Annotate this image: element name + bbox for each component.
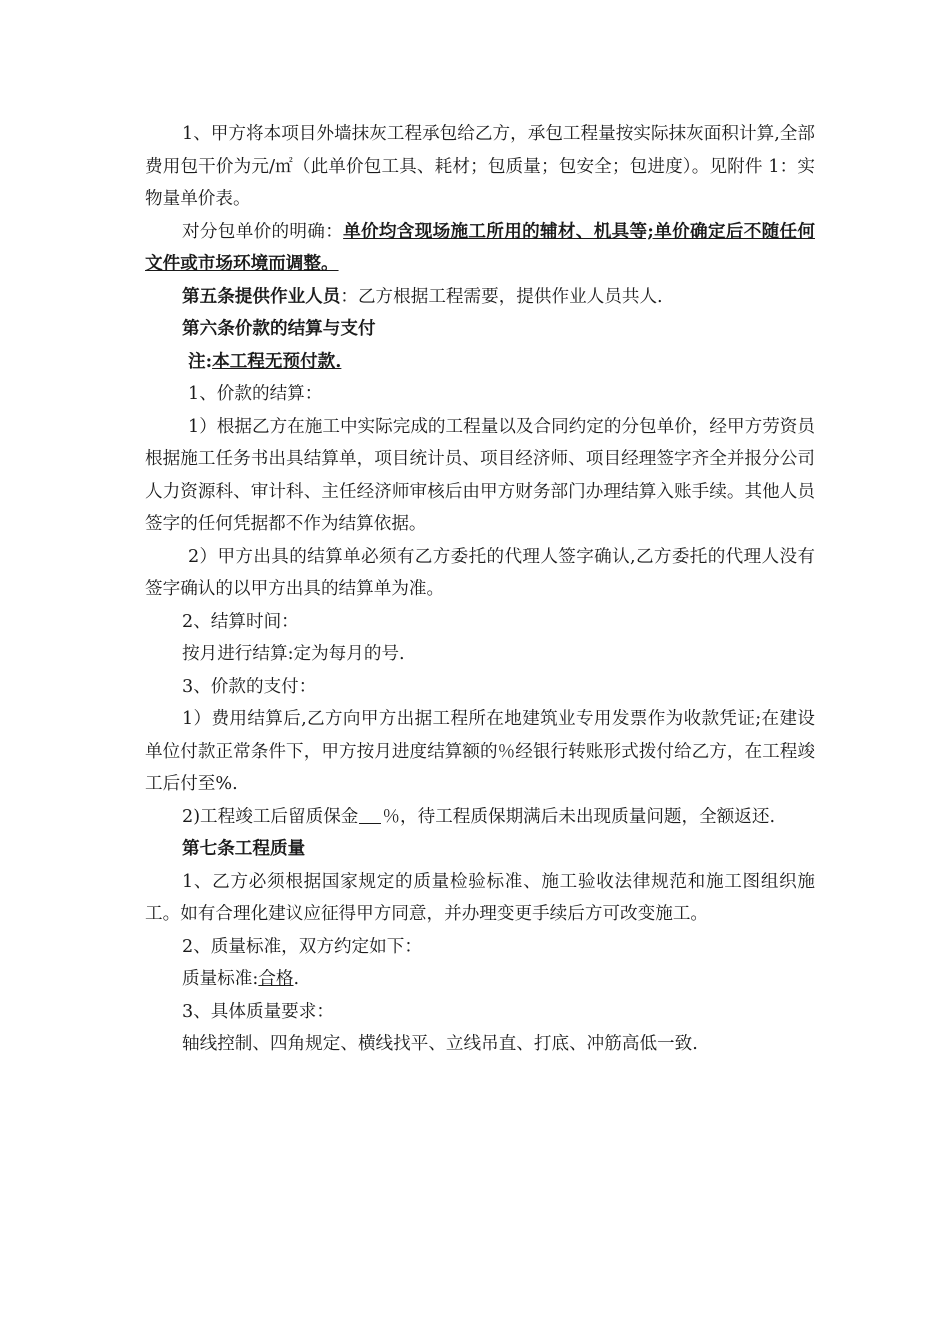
retention-blank bbox=[359, 805, 381, 824]
note-label: 注: bbox=[188, 350, 213, 372]
article-5 bbox=[145, 281, 815, 314]
article-5-title: 第五条提供作业人员 bbox=[182, 285, 341, 307]
settlement-item-1: 1）根据乙方在施工中实际完成的工程量以及合同约定的分包单价，经甲方劳资员根据施工任务书出具结算单，项目统计员、项目经济师、项目经理签字齐全并报分公司人力资源科、审计科、主任经济师审核后由甲方财务部门办理结算入账手续。其他人员签字的任何凭据都不作为结算依据。 bbox=[145, 416, 815, 534]
quality-requirements-text: 轴线控制、四角规定、横线找平、立线吊直、打底、冲筋高低一致. bbox=[182, 1034, 698, 1054]
article-6-title: 第六条价款的结算与支付 bbox=[182, 318, 376, 339]
section-settlement-title: 1、价款的结算： bbox=[188, 384, 323, 404]
quality-item-2: 2、质量标准，双方约定如下： bbox=[182, 936, 422, 957]
paragraph-unit-price bbox=[145, 216, 815, 281]
paragraph-scope: 1、甲方将本项目外墙抹灰工程承包给乙方，承包工程量按实际抹灰面积计算,全部费用包干价为元/㎡（此单价包工具、耗材；包质量；包安全；包进度）。见附件 1：实物量单价表。 bbox=[145, 124, 815, 209]
quality-standard-end: . bbox=[293, 969, 300, 989]
unit-price-emphasis: 单价均含现场施工所用的辅材、机具等;单价确定后不随任何文件或市场环境而调整。 bbox=[145, 220, 815, 274]
article-7-title: 第七条工程质量 bbox=[182, 838, 306, 859]
payment-item-1: 1）费用结算后,乙方向甲方出据工程所在地建筑业专用发票作为收款凭证;在建设单位付款正常条件下，甲方按月进度结算额的％经银行转账形式拨付给乙方，在工程竣工后付至%. bbox=[145, 709, 815, 794]
retention-rest: ％，待工程质保期满后未出现质量问题，全额返还. bbox=[382, 806, 776, 827]
article-5-text: ：乙方根据工程需要，提供作业人员共人. bbox=[340, 286, 663, 307]
quality-standard-label: 质量标准: bbox=[182, 969, 259, 989]
section-payment-title: 3、价款的支付： bbox=[182, 676, 317, 697]
quality-item-1: 1、乙方必须根据国家规定的质量检验标准、施工验收法律规范和施工图组织施工。如有合理化建议应征得甲方同意，并办理变更手续后方可改变施工。 bbox=[145, 871, 815, 924]
settlement-time-text: 按月进行结算:定为每月的号. bbox=[182, 644, 405, 664]
quality-item-3: 3、具体质量要求： bbox=[182, 1001, 334, 1022]
quality-standard-value: 合格 bbox=[258, 969, 294, 989]
note-text: 本工程无预付款. bbox=[212, 350, 342, 372]
unit-price-lead: 对分包单价的明确： bbox=[182, 221, 344, 242]
payment-item-2 bbox=[145, 801, 815, 834]
contract-body bbox=[145, 118, 815, 1061]
settlement-item-2: 2）甲方出具的结算单必须有乙方委托的代理人签字确认,乙方委托的代理人没有签字确认的以甲方出具的结算单为准。 bbox=[145, 546, 815, 599]
section-settlement-time-title: 2、结算时间： bbox=[182, 611, 299, 632]
quality-standard bbox=[145, 963, 815, 996]
retention-lead: 2)工程竣工后留质保金 bbox=[182, 806, 359, 827]
note-no-prepayment bbox=[145, 346, 815, 379]
